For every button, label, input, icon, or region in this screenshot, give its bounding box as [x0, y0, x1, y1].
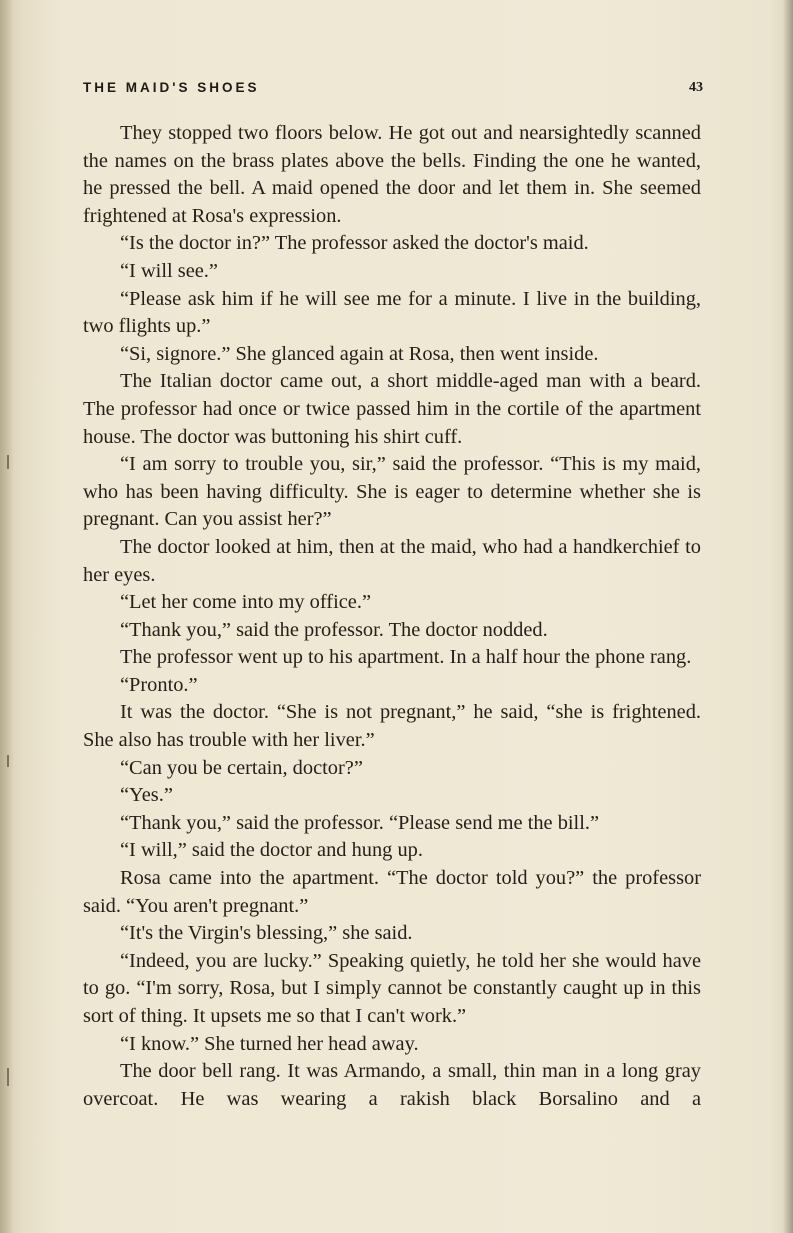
paragraph: Rosa came into the apartment. “The doctor told you?” the professor said. “You aren't pregnant.”	[83, 867, 701, 917]
paragraph: “Yes.”	[120, 784, 173, 807]
body-text	[83, 120, 701, 1113]
paragraph: “I am sorry to trouble you, sir,” said the professor. “This is my maid, who has been having difficulty. She is eager to determine whether she is pregnant. Can you assist her?”	[83, 453, 701, 531]
paragraph: “Let her come into my office.”	[120, 591, 371, 614]
paragraph: “I know.” She turned her head away.	[120, 1032, 419, 1055]
paragraph: “Si, signore.” She glanced again at Rosa, then went inside.	[120, 342, 599, 365]
paragraph: “Is the doctor in?” The professor asked the doctor's maid.	[120, 232, 589, 255]
paragraph: “Thank you,” said the professor. “Please send me the bill.”	[120, 811, 600, 834]
running-head: THE MAID'S SHOES	[83, 80, 260, 95]
paragraph: “It's the Virgin's blessing,” she said.	[120, 922, 413, 945]
paragraph: “Can you be certain, doctor?”	[120, 756, 363, 779]
paragraph: They stopped two floors below. He got out and nearsightedly scanned the names on the brass plates above the bells. Finding the one he wanted, he pressed the bell. A maid opened the door and let them in. She seemed frightened at Rosa's expression.	[83, 122, 701, 227]
paragraph: “I will,” said the doctor and hung up.	[120, 839, 423, 862]
gutter-shadow	[0, 0, 14, 1233]
paragraph: The Italian doctor came out, a short middle-aged man with a beard. The professor had once or twice passed him in the cortile of the apartment house. The doctor was buttoning his shirt cuff.	[83, 370, 701, 448]
paragraph: The door bell rang. It was Armando, a small, thin man in a long gray overcoat. He was wearing a rakish black Borsalino and a	[83, 1060, 701, 1110]
paragraph: “Thank you,” said the professor. The doctor nodded.	[120, 618, 548, 641]
paragraph: The doctor looked at him, then at the maid, who had a handkerchief to her eyes.	[83, 535, 701, 586]
page-edge	[783, 0, 793, 1233]
margin-mark	[7, 1068, 9, 1086]
paragraph: “I will see.”	[120, 259, 218, 282]
margin-mark	[7, 455, 9, 469]
page-number: 43	[689, 80, 703, 95]
paragraph: “Pronto.”	[120, 673, 198, 696]
paragraph: “Please ask him if he will see me for a minute. I live in the building, two flights up.”	[83, 287, 701, 338]
paragraph: It was the doctor. “She is not pregnant,” he said, “she is frightened. She also has trouble with her liver.”	[83, 701, 701, 752]
paragraph: The professor went up to his apartment. In a half hour the phone rang.	[120, 646, 692, 669]
paragraph: “Indeed, you are lucky.” Speaking quietly, he told her she would have to go. “I'm sorry, Rosa, but I simply cannot be constantly caught up in this sort of thing. It upsets me so that I can't work.”	[83, 949, 701, 1027]
margin-mark	[7, 755, 9, 767]
page-header	[83, 80, 703, 100]
